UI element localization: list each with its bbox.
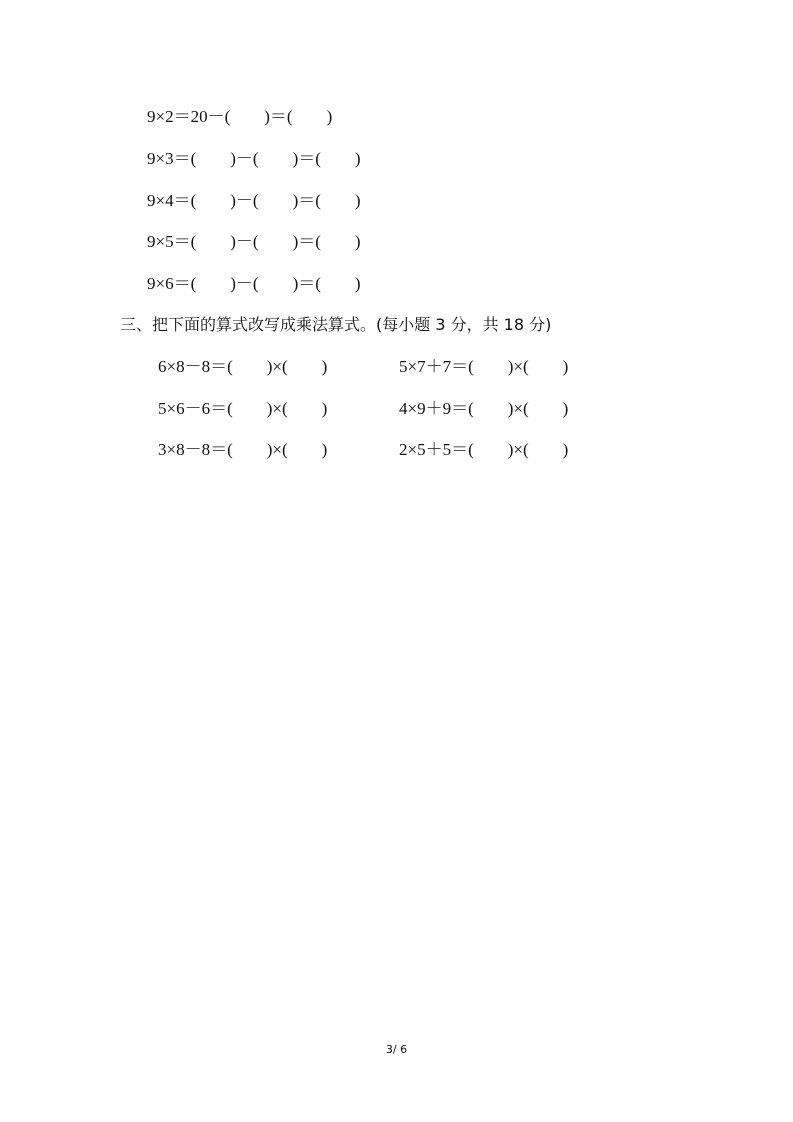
rewrite-expression: 4×9＋9＝( )×( ): [399, 399, 569, 418]
rewrite-expression: 5×7＋7＝( )×( ): [399, 357, 569, 376]
page-number: 3/ 6: [385, 1043, 408, 1056]
rewrite-expression: 5×6－6＝( )×( ): [158, 399, 328, 418]
rewrite-expression: 2×5＋5＝( )×( ): [399, 440, 569, 459]
section-heading: 三、把下面的算式改写成乘法算式。(每小题 3 分，共 18 分): [120, 315, 552, 334]
expression-line: 9×5＝( )－( )＝( ): [147, 232, 361, 251]
expression-line: 9×3＝( )－( )＝( ): [147, 149, 361, 168]
rewrite-expression: 6×8－8＝( )×( ): [158, 357, 328, 376]
expression-line: 9×2＝20－( )＝( ): [147, 107, 333, 126]
expression-line: 9×6＝( )－( )＝( ): [147, 274, 361, 293]
expression-line: 9×4＝( )－( )＝( ): [147, 191, 361, 210]
rewrite-expression: 3×8－8＝( )×( ): [158, 440, 328, 459]
